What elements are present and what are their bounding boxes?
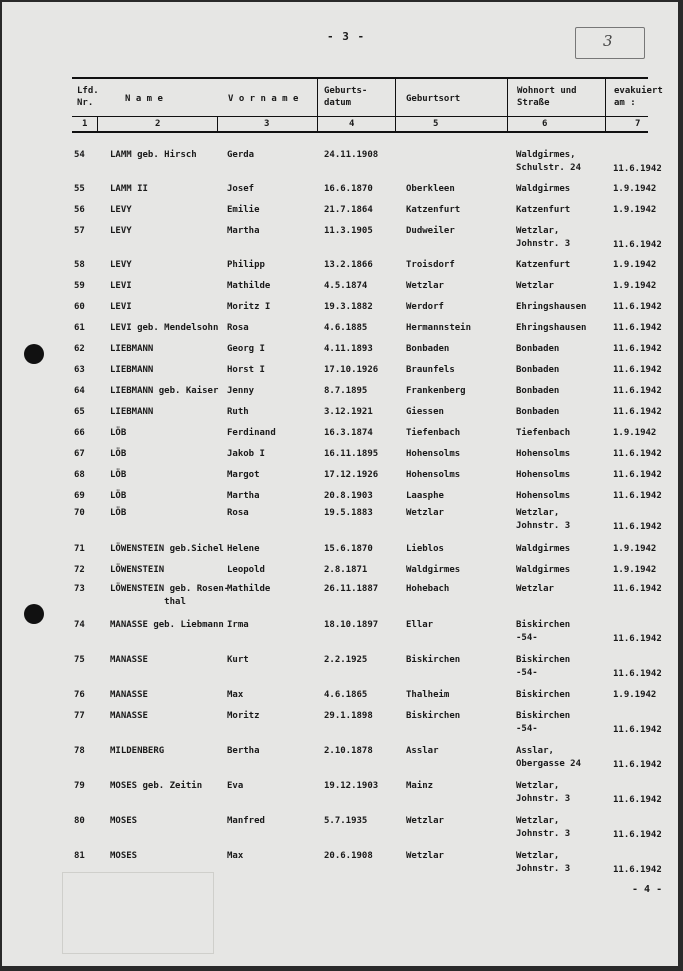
table-row: [2, 619, 678, 653]
cell-wohnort: Wetzlar: [516, 584, 554, 594]
cell-evakuiert: 11.6.1942: [613, 760, 662, 770]
cell-evakuiert: 11.6.1942: [613, 830, 662, 840]
cell-datum: 4.11.1893: [324, 344, 373, 354]
cell-nr: 80: [74, 816, 85, 826]
cell-vorname: Gerda: [227, 150, 255, 160]
cell-ort: Bonbaden: [406, 344, 450, 354]
cell-name: MANASSE geb. Liebmann: [110, 620, 224, 630]
cell-nr: 73: [74, 584, 85, 594]
cell-vorname: Leopold: [227, 565, 265, 575]
cell-nr: 75: [74, 655, 85, 665]
header-evakuiert: evakuiert am :: [614, 86, 663, 108]
header-geburtsdatum: Geburts- datum: [324, 86, 368, 108]
cell-evakuiert: 11.6.1942: [613, 669, 662, 679]
cell-evakuiert: 11.6.1942: [613, 725, 662, 735]
cell-name: MILDENBERG: [110, 746, 165, 756]
table-top-rule: [72, 77, 648, 79]
cell-vorname: Martha: [227, 226, 260, 236]
faint-stamp-area: [62, 872, 214, 954]
cell-evakuiert: 11.6.1942: [613, 386, 662, 396]
cell-wohnort: Tiefenbach: [516, 428, 571, 438]
cell-wohnort: Wetzlar, Johnstr. 3: [516, 816, 571, 839]
cell-name: LÖWENSTEIN geb.Sichel: [110, 544, 224, 554]
cell-datum: 8.7.1895: [324, 386, 368, 396]
cell-vorname: Manfred: [227, 816, 265, 826]
table-row: [2, 149, 678, 183]
cell-nr: 60: [74, 302, 85, 312]
table-row: [2, 654, 678, 688]
cell-evakuiert: 11.6.1942: [613, 470, 662, 480]
cell-wohnort: Biskirchen: [516, 690, 571, 700]
cell-vorname: Max: [227, 690, 244, 700]
cell-nr: 68: [74, 470, 85, 480]
cell-wohnort: Katzenfurt: [516, 260, 571, 270]
cell-wohnort: Ehringshausen: [516, 302, 587, 312]
cell-wohnort: Katzenfurt: [516, 205, 571, 215]
cell-name: LIEBMANN: [110, 365, 154, 375]
cell-evakuiert: 1.9.1942: [613, 260, 657, 270]
cell-nr: 54: [74, 150, 85, 160]
cell-wohnort: Wetzlar, Johnstr. 3: [516, 781, 571, 804]
cell-nr: 67: [74, 449, 85, 459]
cell-datum: 19.5.1883: [324, 508, 373, 518]
cell-datum: 19.12.1903: [324, 781, 379, 791]
cell-datum: 29.1.1898: [324, 711, 373, 721]
cell-ort: Wetzlar: [406, 851, 444, 861]
cell-evakuiert: 11.6.1942: [613, 491, 662, 501]
cell-name: LEVI: [110, 302, 132, 312]
cell-vorname: Jenny: [227, 386, 255, 396]
col-divider: [507, 79, 508, 132]
column-number: 3: [264, 119, 270, 129]
cell-name: LÖB: [110, 508, 127, 518]
cell-name: LAMM geb. Hirsch: [110, 150, 197, 160]
cell-name: LÖB: [110, 470, 127, 480]
cell-vorname: Irma: [227, 620, 249, 630]
cell-wohnort: Bonbaden: [516, 365, 560, 375]
cell-vorname: Mathilde: [227, 584, 271, 594]
punch-hole: [24, 344, 44, 364]
archive-number: 3: [603, 32, 613, 50]
cell-ort: Hohensolms: [406, 449, 461, 459]
cell-evakuiert: 11.6.1942: [613, 634, 662, 644]
col-divider: [395, 79, 396, 132]
cell-wohnort: Wetzlar, Johnstr. 3: [516, 508, 571, 531]
cell-nr: 57: [74, 226, 85, 236]
cell-datum: 5.7.1935: [324, 816, 368, 826]
cell-vorname: Rosa: [227, 508, 249, 518]
cell-datum: 16.3.1874: [324, 428, 373, 438]
cell-datum: 16.6.1870: [324, 184, 373, 194]
cell-wohnort: Waldgirmes, Schulstr. 24: [516, 150, 582, 173]
column-number: 6: [542, 119, 548, 129]
cell-datum: 13.2.1866: [324, 260, 373, 270]
cell-ort: Wetzlar: [406, 281, 444, 291]
cell-nr: 74: [74, 620, 85, 630]
cell-evakuiert: 1.9.1942: [613, 690, 657, 700]
cell-evakuiert: 1.9.1942: [613, 281, 657, 291]
cell-wohnort: Waldgirmes: [516, 184, 571, 194]
cell-ort: Thalheim: [406, 690, 450, 700]
cell-nr: 69: [74, 491, 85, 501]
cell-datum: 20.6.1908: [324, 851, 373, 861]
cell-name: MANASSE: [110, 711, 148, 721]
cell-name: LIEBMANN: [110, 344, 154, 354]
cell-name: LÖB: [110, 428, 127, 438]
cell-wohnort: Bonbaden: [516, 386, 560, 396]
cell-nr: 58: [74, 260, 85, 270]
cell-wohnort: Wetzlar, Johnstr. 3: [516, 226, 571, 249]
cell-nr: 62: [74, 344, 85, 354]
column-number: 4: [349, 119, 355, 129]
cell-ort: Laasphe: [406, 491, 444, 501]
cell-vorname: Philipp: [227, 260, 265, 270]
cell-ort: Katzenfurt: [406, 205, 461, 215]
cell-wohnort: Biskirchen -54-: [516, 711, 571, 734]
cell-vorname: Max: [227, 851, 244, 861]
header-bottom-rule: [72, 131, 648, 133]
cell-nr: 64: [74, 386, 85, 396]
column-number: 7: [635, 119, 641, 129]
cell-vorname: Eva: [227, 781, 244, 791]
cell-name: LÖWENSTEIN: [110, 565, 165, 575]
cell-vorname: Moritz I: [227, 302, 271, 312]
cell-vorname: Kurt: [227, 655, 249, 665]
header-wohnort: Wohnort und Straße: [517, 86, 577, 108]
cell-name: LEVY: [110, 260, 132, 270]
cell-evakuiert: 11.6.1942: [613, 365, 662, 375]
cell-ort: Giessen: [406, 407, 444, 417]
cell-evakuiert: 1.9.1942: [613, 205, 657, 215]
cell-wohnort: Asslar, Obergasse 24: [516, 746, 582, 769]
cell-vorname: Helene: [227, 544, 260, 554]
cell-name: LEVI: [110, 281, 132, 291]
cell-wohnort: Bonbaden: [516, 407, 560, 417]
cell-name: MOSES geb. Zeitin: [110, 781, 203, 791]
cell-wohnort: Biskirchen -54-: [516, 620, 571, 643]
cell-evakuiert: 11.6.1942: [613, 522, 662, 532]
cell-evakuiert: 11.6.1942: [613, 449, 662, 459]
cell-wohnort: Biskirchen -54-: [516, 655, 571, 678]
cell-name: MOSES: [110, 851, 138, 861]
cell-name: LÖB: [110, 491, 127, 501]
cell-vorname: Mathilde: [227, 281, 271, 291]
cell-ort: Frankenberg: [406, 386, 466, 396]
cell-datum: 2.10.1878: [324, 746, 373, 756]
cell-evakuiert: 11.6.1942: [613, 865, 662, 875]
cell-vorname: Moritz: [227, 711, 260, 721]
cell-evakuiert: 11.6.1942: [613, 302, 662, 312]
cell-ort: Ellar: [406, 620, 434, 630]
cell-nr: 55: [74, 184, 85, 194]
cell-ort: Wetzlar: [406, 508, 444, 518]
cell-evakuiert: 11.6.1942: [613, 164, 662, 174]
cell-name: MANASSE: [110, 690, 148, 700]
cell-vorname: Ferdinand: [227, 428, 276, 438]
cell-nr: 72: [74, 565, 85, 575]
header-divider: [72, 116, 648, 117]
cell-evakuiert: 1.9.1942: [613, 565, 657, 575]
table-row: [2, 780, 678, 814]
cell-datum: 2.8.1871: [324, 565, 368, 575]
cell-vorname: Margot: [227, 470, 260, 480]
cell-datum: 3.12.1921: [324, 407, 373, 417]
cell-wohnort: Hohensolms: [516, 449, 571, 459]
cell-ort: Troisdorf: [406, 260, 455, 270]
table-row: [2, 507, 678, 541]
cell-datum: 21.7.1864: [324, 205, 373, 215]
cell-vorname: Rosa: [227, 323, 249, 333]
table-row: [2, 583, 678, 617]
cell-datum: 18.10.1897: [324, 620, 379, 630]
col-divider: [605, 79, 606, 132]
cell-datum: 20.8.1903: [324, 491, 373, 501]
cell-ort: Wetzlar: [406, 816, 444, 826]
cell-datum: 4.6.1885: [324, 323, 368, 333]
cell-vorname: Martha: [227, 491, 260, 501]
cell-nr: 61: [74, 323, 85, 333]
cell-name: LÖB: [110, 449, 127, 459]
cell-vorname: Georg I: [227, 344, 265, 354]
cell-wohnort: Bonbaden: [516, 344, 560, 354]
cell-name: LÖWENSTEIN geb. Rosen- thal: [110, 584, 230, 607]
cell-vorname: Bertha: [227, 746, 260, 756]
cell-datum: 4.5.1874: [324, 281, 368, 291]
cell-ort: Hohebach: [406, 584, 450, 594]
cell-name: LAMM II: [110, 184, 148, 194]
cell-nr: 78: [74, 746, 85, 756]
cell-vorname: Josef: [227, 184, 255, 194]
cell-wohnort: Wetzlar: [516, 281, 554, 291]
cell-ort: Werdorf: [406, 302, 444, 312]
cell-datum: 15.6.1870: [324, 544, 373, 554]
cell-name: MANASSE: [110, 655, 148, 665]
cell-name: MOSES: [110, 816, 138, 826]
page-number: - 3 -: [327, 30, 366, 43]
cell-evakuiert: 11.6.1942: [613, 584, 662, 594]
col-divider: [97, 116, 98, 132]
cell-ort: Oberkleen: [406, 184, 455, 194]
cell-ort: Mainz: [406, 781, 434, 791]
cell-name: LIEBMANN: [110, 407, 154, 417]
cell-wohnort: Ehringshausen: [516, 323, 587, 333]
cell-datum: 2.2.1925: [324, 655, 368, 665]
cell-vorname: Horst I: [227, 365, 265, 375]
cell-nr: 63: [74, 365, 85, 375]
cell-name: LEVY: [110, 226, 132, 236]
cell-nr: 59: [74, 281, 85, 291]
cell-name: LEVY: [110, 205, 132, 215]
cell-vorname: Ruth: [227, 407, 249, 417]
header-lfd-nr: Lfd. Nr.: [77, 86, 99, 108]
column-number: 5: [433, 119, 439, 129]
table-row: [2, 815, 678, 849]
cell-ort: Hermannstein: [406, 323, 472, 333]
header-name: N a m e: [125, 94, 163, 104]
document-page: [2, 2, 678, 966]
cell-datum: 17.12.1926: [324, 470, 379, 480]
cell-evakuiert: 1.9.1942: [613, 184, 657, 194]
cell-nr: 81: [74, 851, 85, 861]
cell-evakuiert: 11.6.1942: [613, 407, 662, 417]
column-number: 1: [82, 119, 88, 129]
cell-nr: 70: [74, 508, 85, 518]
column-number: 2: [155, 119, 161, 129]
cell-datum: 16.11.1895: [324, 449, 379, 459]
cell-ort: Waldgirmes: [406, 565, 461, 575]
cell-evakuiert: 11.6.1942: [613, 795, 662, 805]
cell-evakuiert: 11.6.1942: [613, 240, 662, 250]
cell-ort: Biskirchen: [406, 655, 461, 665]
cell-datum: 24.11.1908: [324, 150, 379, 160]
next-page-marker: - 4 -: [632, 884, 663, 895]
cell-ort: Lieblos: [406, 544, 444, 554]
cell-wohnort: Wetzlar, Johnstr. 3: [516, 851, 571, 874]
cell-nr: 56: [74, 205, 85, 215]
cell-vorname: Emilie: [227, 205, 260, 215]
cell-ort: Biskirchen: [406, 711, 461, 721]
col-divider: [217, 116, 218, 132]
cell-datum: 19.3.1882: [324, 302, 373, 312]
cell-evakuiert: 1.9.1942: [613, 428, 657, 438]
header-vorname: V o r n a m e: [228, 94, 299, 104]
cell-evakuiert: 11.6.1942: [613, 344, 662, 354]
cell-evakuiert: 1.9.1942: [613, 544, 657, 554]
cell-ort: Braunfels: [406, 365, 455, 375]
cell-nr: 71: [74, 544, 85, 554]
header-geburtsort: Geburtsort: [406, 94, 461, 104]
cell-datum: 4.6.1865: [324, 690, 368, 700]
cell-evakuiert: 11.6.1942: [613, 323, 662, 333]
cell-datum: 26.11.1887: [324, 584, 379, 594]
cell-nr: 65: [74, 407, 85, 417]
cell-name: LEVI geb. Mendelsohn: [110, 323, 219, 333]
cell-wohnort: Waldgirmes: [516, 565, 571, 575]
cell-name: LIEBMANN geb. Kaiser: [110, 386, 219, 396]
table-row: [2, 225, 678, 259]
cell-nr: 79: [74, 781, 85, 791]
table-row: [2, 710, 678, 744]
col-divider: [317, 79, 318, 132]
cell-wohnort: Hohensolms: [516, 470, 571, 480]
cell-nr: 76: [74, 690, 85, 700]
table-row: [2, 745, 678, 779]
punch-hole: [24, 604, 44, 624]
cell-ort: Dudweiler: [406, 226, 455, 236]
cell-nr: 66: [74, 428, 85, 438]
cell-ort: Tiefenbach: [406, 428, 461, 438]
cell-vorname: Jakob I: [227, 449, 265, 459]
cell-datum: 17.10.1926: [324, 365, 379, 375]
cell-wohnort: Waldgirmes: [516, 544, 571, 554]
cell-wohnort: Hohensolms: [516, 491, 571, 501]
cell-nr: 77: [74, 711, 85, 721]
cell-datum: 11.3.1905: [324, 226, 373, 236]
cell-ort: Hohensolms: [406, 470, 461, 480]
cell-ort: Asslar: [406, 746, 439, 756]
archive-number-box: [575, 27, 645, 59]
